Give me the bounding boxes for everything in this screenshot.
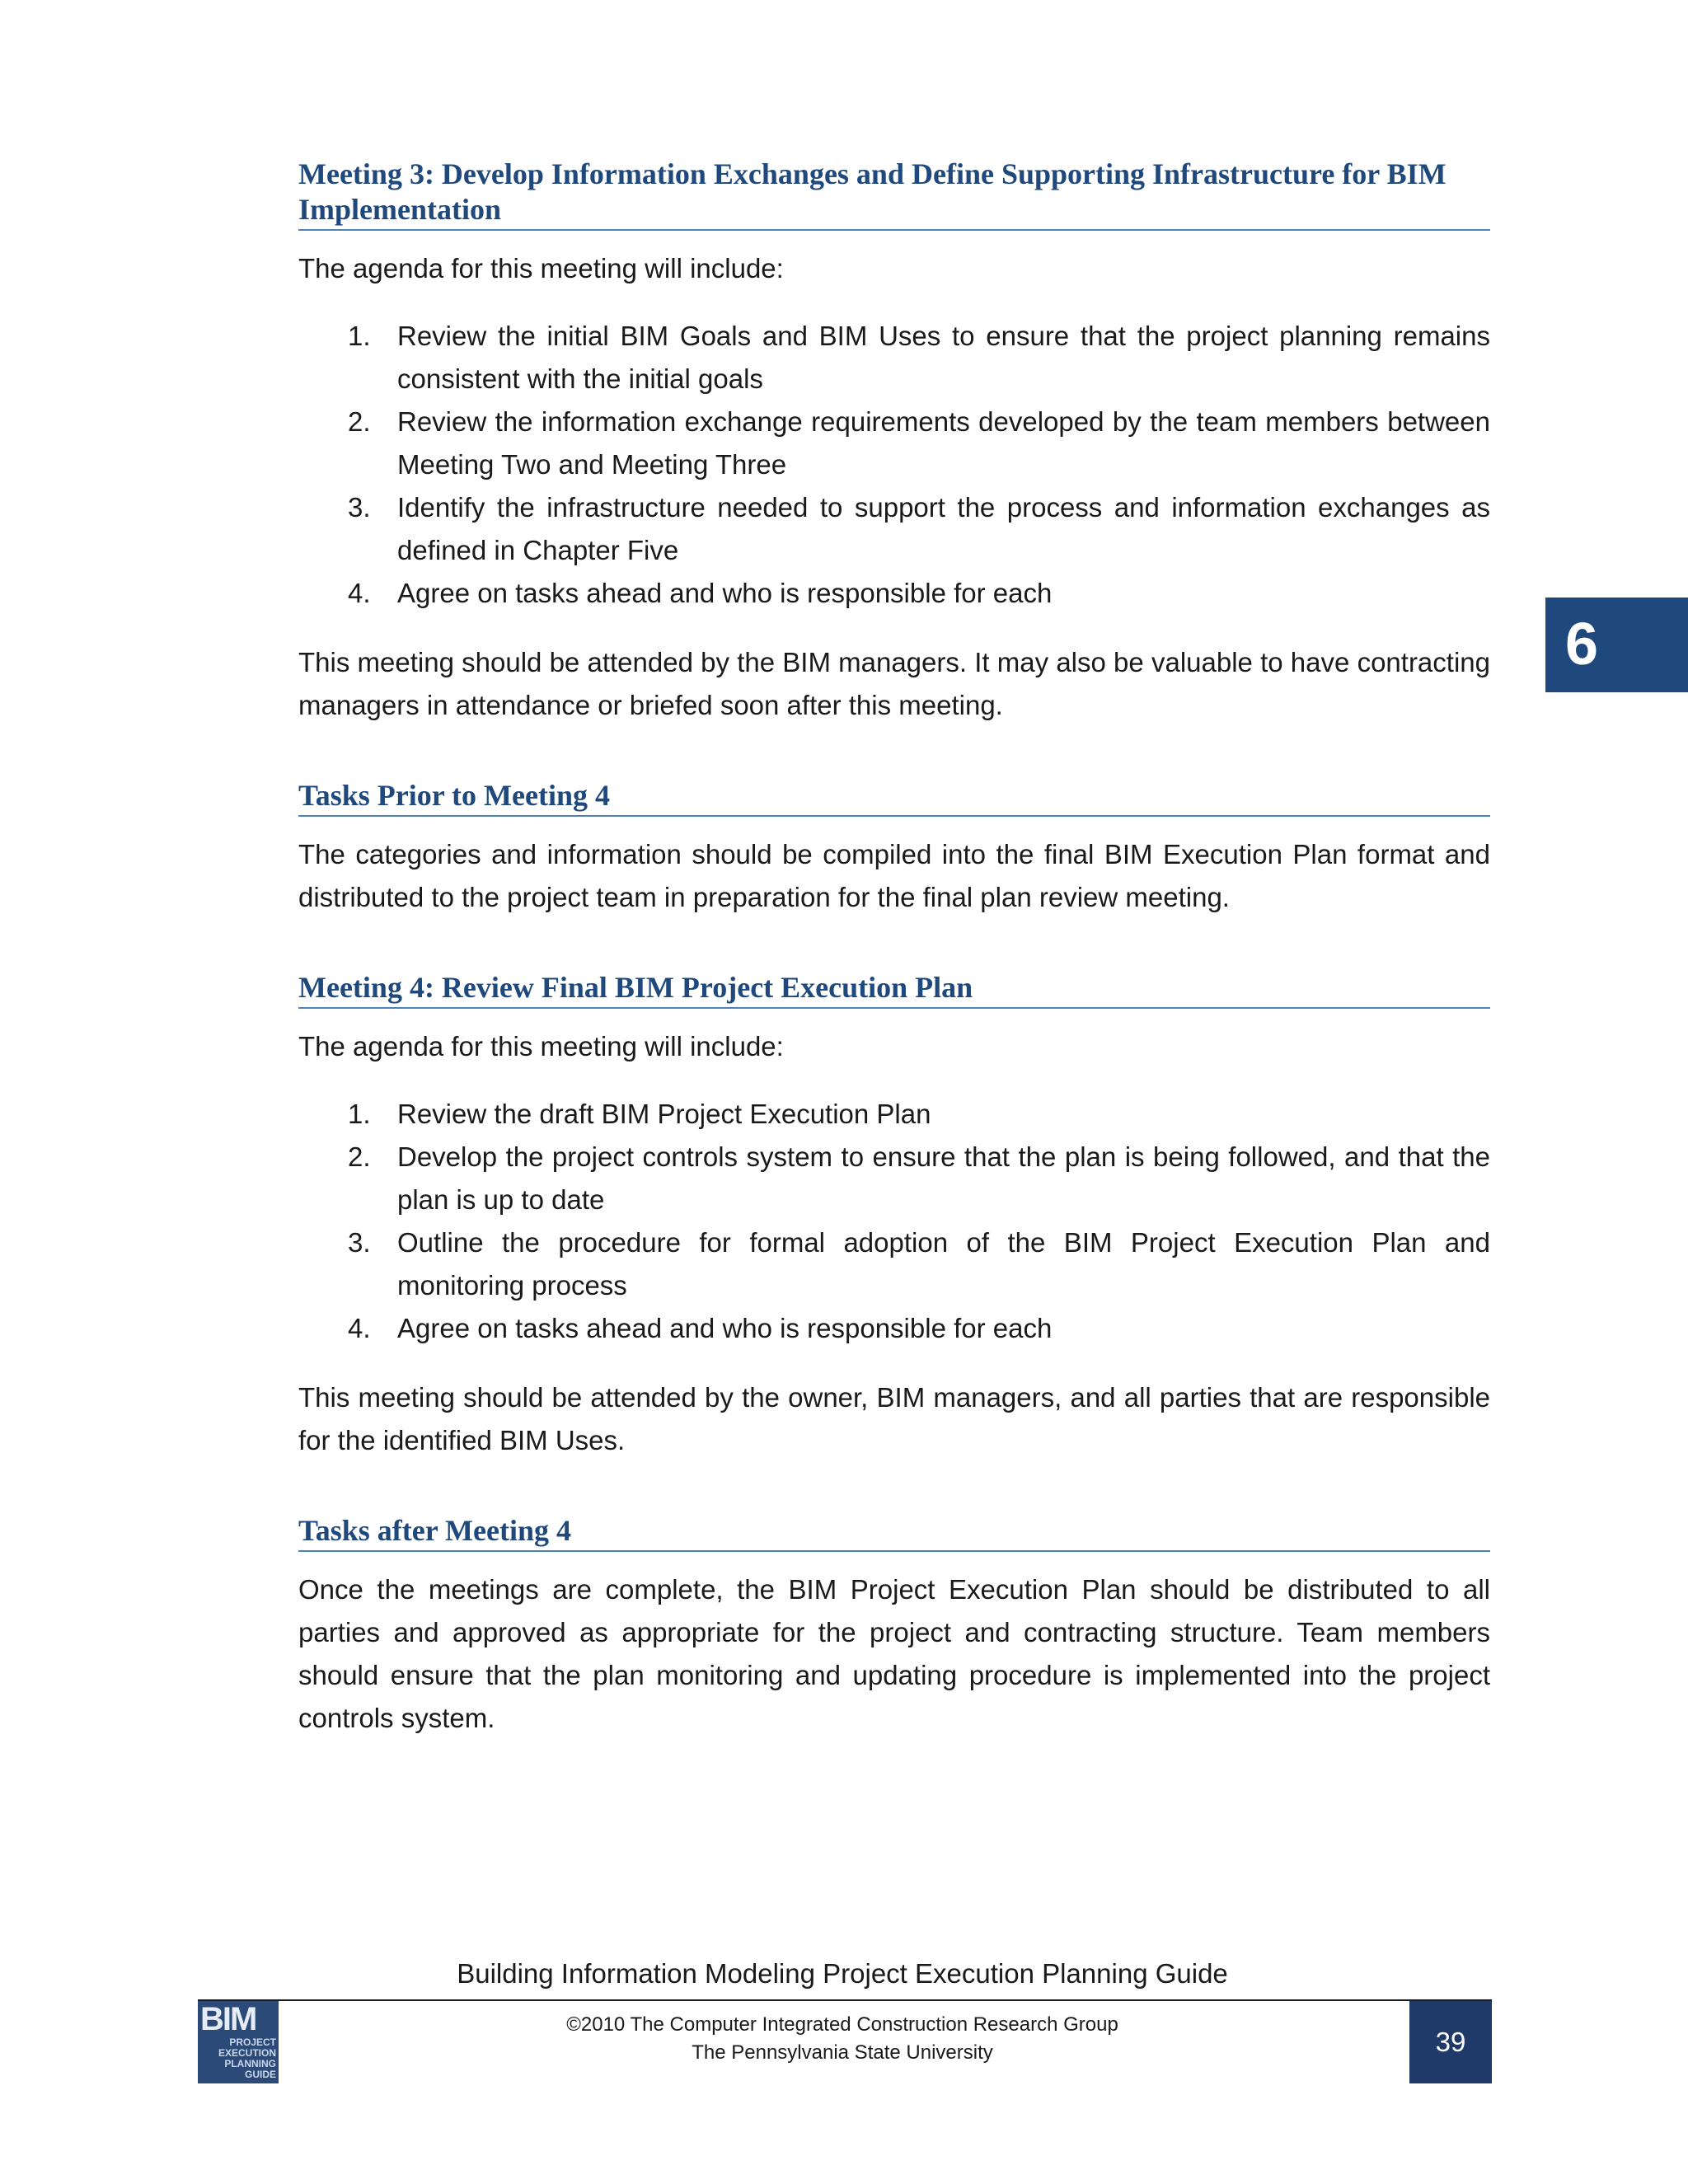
list-number: 2.: [348, 1141, 371, 1172]
institution-line: The Pennsylvania State University: [692, 2041, 993, 2064]
list-number: 1.: [348, 321, 371, 351]
list-item: [298, 1221, 1490, 1307]
attendance-paragraph: This meeting should be attended by the owner, BIM managers, and all parties that are responsible for the identified BIM Uses.: [298, 1382, 1490, 1455]
agenda-list-meeting-4: [298, 1093, 1490, 1350]
list-text: Outline the procedure for formal adoption of the BIM Project Execution Plan and monitoring process: [397, 1227, 1490, 1301]
logo-line: GUIDE: [244, 2069, 276, 2080]
logo-mark: BIM: [200, 2001, 256, 2037]
attendance-paragraph: This meeting should be attended by the BIM managers. It may also be valuable to have contracting managers in attendance or briefed soon after this meeting.: [298, 647, 1490, 720]
list-item: [298, 401, 1490, 486]
list-number: 1.: [348, 1099, 371, 1129]
body-paragraph: Once the meetings are complete, the BIM Project Execution Plan should be distributed to all parties and approved as appropriate for the project and contracting structure. Team members should ensure that the plan monitoring and updating procedure is implemented into the project controls system.: [298, 1574, 1490, 1733]
copyright-line: ©2010 The Computer Integrated Construction Research Group: [566, 2013, 1118, 2036]
logo-line: EXECUTION: [218, 2047, 276, 2059]
footer-copyright: [298, 2011, 1386, 2067]
list-item: [298, 1307, 1490, 1350]
list-number: 3.: [348, 492, 371, 523]
list-item: [298, 315, 1490, 401]
page-content: [298, 157, 1490, 1740]
logo-line: PLANNING: [224, 2058, 276, 2069]
list-text: Develop the project controls system to ensure that the plan is being followed, and that the plan is up to date: [397, 1141, 1490, 1215]
list-text: Agree on tasks ahead and who is responsible for each: [397, 578, 1053, 608]
list-text: Review the draft BIM Project Execution Plan: [397, 1099, 931, 1129]
section-heading-meeting-3: Meeting 3: Develop Information Exchanges and Define Supporting Infrastructure for BIM Implementation: [298, 157, 1490, 231]
list-number: 2.: [348, 406, 371, 437]
list-number: 4.: [348, 578, 371, 608]
list-number: 3.: [348, 1227, 371, 1258]
list-number: 4.: [348, 1313, 371, 1343]
section-heading-meeting-4: Meeting 4: Review Final BIM Project Execution Plan: [298, 970, 1490, 1009]
agenda-intro: The agenda for this meeting will include:: [298, 253, 784, 284]
list-item: [298, 486, 1490, 572]
body-paragraph: The categories and information should be compiled into the final BIM Execution Plan format and distributed to the project team in preparation for the final plan review meeting.: [298, 839, 1490, 912]
logo-line: PROJECT: [229, 2036, 276, 2048]
chapter-tab: 6: [1545, 598, 1688, 692]
list-text: Identify the infrastructure needed to support the process and information exchanges as defined in Chapter Five: [397, 492, 1490, 565]
bim-guide-logo: [198, 2001, 279, 2083]
list-item: [298, 1136, 1490, 1221]
agenda-intro: The agenda for this meeting will include:: [298, 1031, 784, 1062]
list-item: [298, 572, 1490, 615]
list-text: Agree on tasks ahead and who is responsible for each: [397, 1313, 1053, 1343]
list-text: Review the initial BIM Goals and BIM Uses to ensure that the project planning remains consistent with the initial goals: [397, 321, 1490, 394]
list-item: [298, 1093, 1490, 1136]
list-text: Review the information exchange requirements developed by the team members between Meeting Two and Meeting Three: [397, 406, 1490, 480]
section-heading-tasks-after: Tasks after Meeting 4: [298, 1513, 1490, 1552]
agenda-list-meeting-3: [298, 315, 1490, 615]
footer-title: Building Information Modeling Project Execution Planning Guide: [457, 1958, 1228, 1989]
section-heading-tasks-prior: Tasks Prior to Meeting 4: [298, 778, 1490, 817]
page-number: 39: [1409, 2001, 1492, 2083]
logo-subtitle: [218, 2037, 276, 2080]
footer-divider: [198, 1999, 1492, 2001]
